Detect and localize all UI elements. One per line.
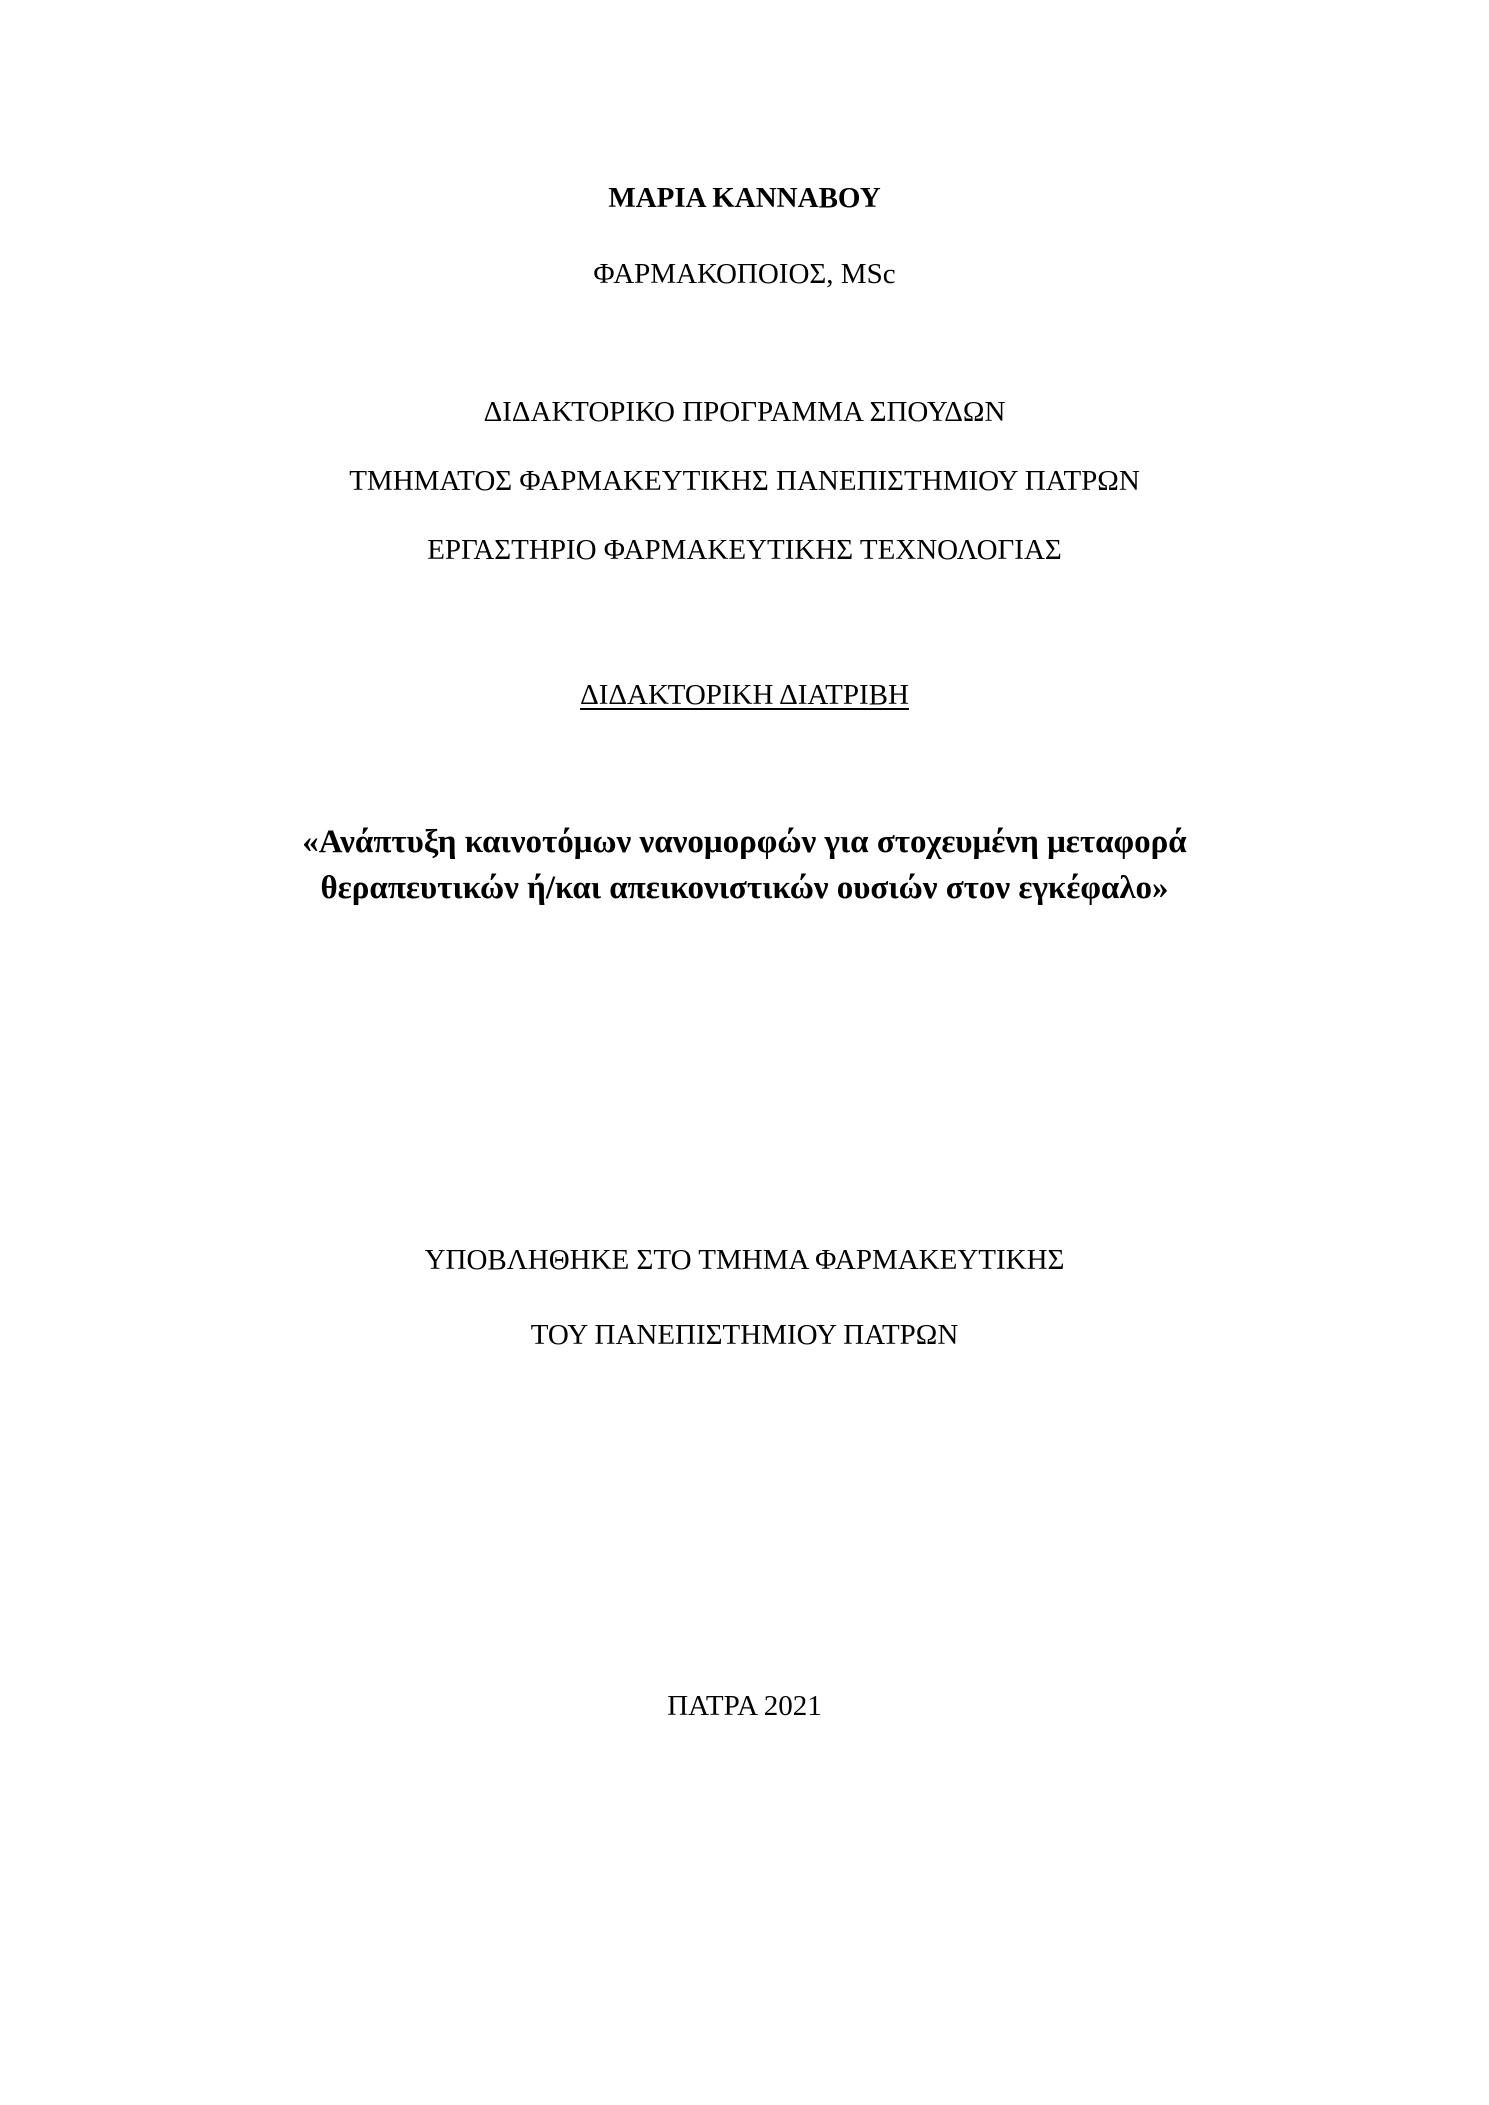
thesis-title-line-1: «Ανάπτυξη καινοτόμων νανομορφών για στοχευμένη μεταφορά xyxy=(302,824,1187,860)
program-line-1: ΔΙΔΑΚΤΟΡΙΚΟ ΠΡΟΓΡΑΜΜΑ ΣΠΟΥΔΩΝ xyxy=(483,396,1006,428)
submission-line-2: ΤΟΥ ΠΑΝΕΠΙΣΤΗΜΙΟΥ ΠΑΤΡΩΝ xyxy=(530,1319,959,1351)
author-name: ΜΑΡΙΑ ΚΑΝΝΑΒΟΥ xyxy=(608,182,881,214)
program-line-3: ΕΡΓΑΣΤΗΡΙΟ ΦΑΡΜΑΚΕΥΤΙΚΗΣ ΤΕΧΝΟΛΟΓΙΑΣ xyxy=(427,534,1062,566)
author-degree: ΦΑΡΜΑΚΟΠΟΙΟΣ, MSc xyxy=(593,258,896,290)
place-year: ΠΑΤΡΑ 2021 xyxy=(667,1690,822,1722)
document-type: ΔΙΔΑΚΤΟΡΙΚΗ ΔΙΑΤΡΙΒΗ xyxy=(580,679,909,711)
submission-line-1: ΥΠΟΒΛΗΘΗΚΕ ΣΤΟ ΤΜΗΜΑ ΦΑΡΜΑΚΕΥΤΙΚΗΣ xyxy=(424,1244,1065,1276)
thesis-title-line-2: θεραπευτικών ή/και απεικονιστικών ουσιών στον εγκέφαλο» xyxy=(320,870,1169,906)
program-line-2: ΤΜΗΜΑΤΟΣ ΦΑΡΜΑΚΕΥΤΙΚΗΣ ΠΑΝΕΠΙΣΤΗΜΙΟΥ ΠΑΤΡΩΝ xyxy=(349,465,1140,497)
